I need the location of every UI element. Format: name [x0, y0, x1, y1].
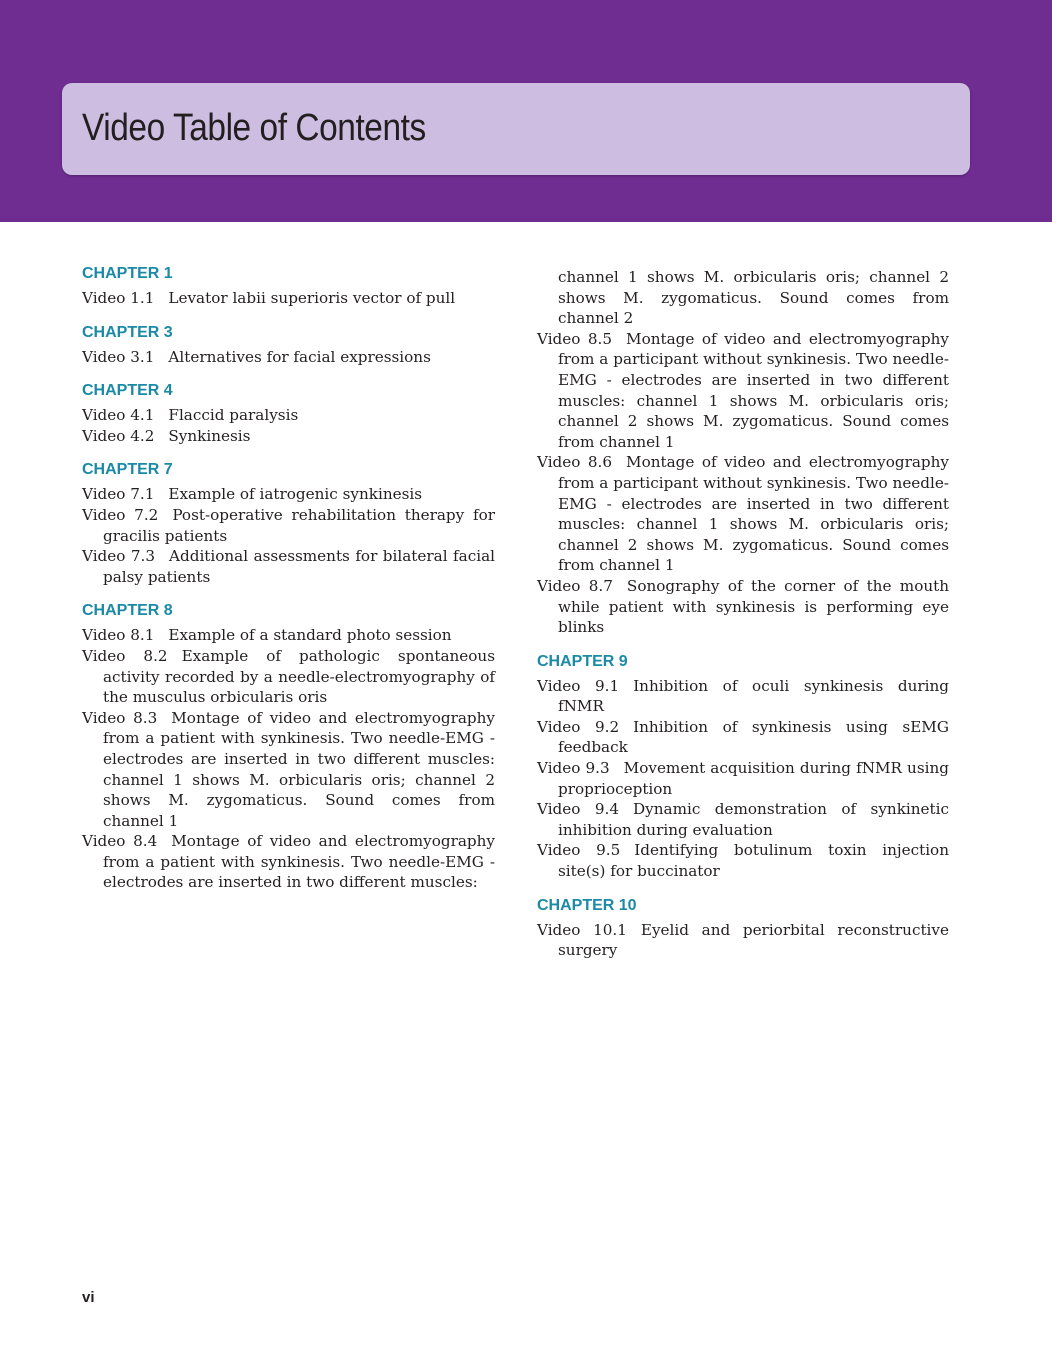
video-number: Video 9.3	[537, 759, 610, 778]
video-title: Dynamic demonstration of synkinetic inhibition during evaluation	[558, 800, 949, 839]
title-box	[62, 83, 970, 175]
video-entry[interactable]	[537, 840, 949, 881]
chapter-heading: CHAPTER 9	[537, 652, 628, 670]
video-number: Video 8.4	[82, 832, 158, 851]
video-number: Video 1.1	[82, 289, 155, 307]
video-number: Video 9.1	[537, 676, 620, 695]
header-band	[0, 0, 1052, 222]
video-entry[interactable]	[82, 708, 495, 832]
video-entry[interactable]	[82, 288, 495, 309]
video-entry[interactable]	[82, 625, 495, 646]
chapter-heading: CHAPTER 10	[537, 896, 637, 914]
video-title: Example of a standard photo session	[168, 626, 452, 645]
video-title: Identifying botulinum toxin injection site(s) for buccinator	[558, 841, 949, 881]
video-number: Video 8.3	[82, 708, 158, 727]
video-entry[interactable]	[537, 717, 949, 758]
video-number: Video 8.6	[537, 453, 613, 472]
video-number: Video 8.5	[537, 329, 613, 348]
video-number: Video 8.2	[82, 646, 168, 665]
left-column	[82, 264, 495, 893]
chapter-heading: CHAPTER 1	[82, 265, 173, 282]
video-entry[interactable]	[537, 452, 949, 576]
chapter-heading: CHAPTER 8	[82, 602, 173, 620]
video-title: Eyelid and periorbital reconstructive surgery	[558, 920, 949, 960]
video-entry-continued[interactable]: channel 1 shows M. orbicularis oris; channel 2 shows M. zygomaticus. Sound comes from channel 2	[558, 268, 949, 328]
video-title: Montage of video and electromyography from a patient with synkinesis. Two needle-EMG - electrodes are inserted in two different muscles:	[103, 832, 495, 892]
video-entry[interactable]	[82, 505, 495, 546]
video-title: Movement acquisition during fNMR using proprioception	[558, 759, 949, 798]
video-title: Montage of video and electromyography from a participant without synkinesis. Two needle-EMG - electrodes are inserted in two different muscles: channel 1 shows M. orbicularis oris; channel 2 shows M. zygomaticus. Sound comes from channel 1	[558, 453, 949, 575]
chapter-heading: CHAPTER 3	[82, 323, 173, 341]
video-title: Example of iatrogenic synkinesis	[168, 485, 423, 504]
video-title: Montage of video and electromyography from a participant without synkinesis. Two needle-EMG - electrodes are inserted in two different muscles: channel 1 shows M. orbicularis oris; channel 2 shows M. zygomaticus. Sound comes from channel 1	[558, 329, 949, 451]
video-number: Video 4.1	[82, 406, 155, 425]
video-title: Inhibition of synkinesis using sEMG feedback	[558, 717, 949, 757]
video-title: Additional assessments for bilateral facial palsy patients	[103, 547, 495, 586]
page-number: vi	[82, 1289, 95, 1306]
video-number: Video 10.1	[537, 920, 627, 939]
video-number: Video 7.2	[82, 505, 159, 524]
page-title: Video Table of Contents	[82, 107, 426, 149]
video-number: Video 7.3	[82, 547, 156, 566]
video-entry[interactable]	[537, 920, 949, 961]
video-title: Synkinesis	[168, 426, 251, 445]
video-number: Video 3.1	[82, 347, 155, 366]
video-title: Levator labii superioris vector of pull	[168, 289, 456, 307]
video-entry[interactable]	[82, 347, 495, 368]
video-number: Video 7.1	[82, 485, 155, 504]
video-entry[interactable]	[82, 546, 495, 587]
video-entry[interactable]	[537, 676, 949, 717]
video-entry[interactable]	[82, 426, 495, 447]
chapter-heading: CHAPTER 7	[82, 461, 173, 479]
video-title: Inhibition of oculi synkinesis during fNMR	[558, 676, 949, 716]
video-title: Sonography of the corner of the mouth while patient with synkinesis is performing eye blinks	[558, 576, 949, 637]
video-number: Video 8.1	[82, 626, 155, 645]
video-entry[interactable]	[537, 758, 949, 799]
video-number: Video 8.7	[537, 576, 613, 595]
video-number: Video 9.2	[537, 717, 620, 736]
video-entry[interactable]	[537, 576, 949, 638]
video-number: Video 9.4	[537, 800, 619, 819]
video-entry[interactable]	[82, 831, 495, 893]
video-title: Alternatives for facial expressions	[168, 347, 431, 366]
video-title: Post-operative rehabilitation therapy for gracilis patients	[103, 505, 495, 545]
right-column	[537, 267, 949, 961]
video-title: Montage of video and electromyography from a patient with synkinesis. Two needle-EMG - electrodes are inserted in two different muscles: channel 1 shows M. orbicularis oris; channel 2 shows M. zygomaticus. Sound comes from channel 1	[103, 708, 495, 830]
chapter-heading: CHAPTER 4	[82, 382, 173, 400]
video-entry[interactable]	[82, 484, 495, 505]
video-entry[interactable]	[82, 646, 495, 708]
video-entry[interactable]	[537, 329, 949, 453]
video-title: Example of pathologic spontaneous activity recorded by a needle-electromyography of the musculus orbicularis oris	[103, 646, 495, 707]
video-number: Video 9.5	[537, 841, 621, 860]
video-number: Video 4.2	[82, 426, 155, 445]
video-entry[interactable]	[537, 799, 949, 840]
video-title: Flaccid paralysis	[168, 406, 299, 425]
video-entry[interactable]	[82, 405, 495, 426]
